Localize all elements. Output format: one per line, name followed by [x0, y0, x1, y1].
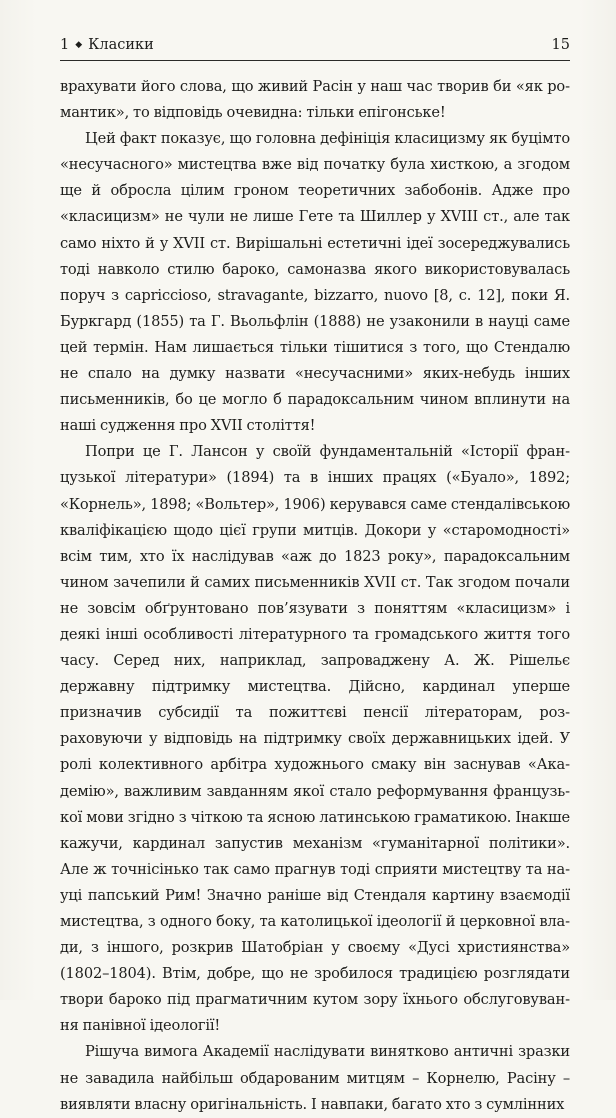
diamond-separator-icon: ◆	[75, 40, 83, 50]
chapter-heading	[60, 36, 154, 54]
chapter-title: Класики	[88, 37, 154, 53]
paragraph: Цей факт показує, що головна дефініція класицизму як буцімто «несучасного» мистецтва вже від початку була хисткою, а згодом ще й обросла цілим гроном теоретичних забобонів. Адже про «класицизм» не чули не лише Гете та Шиллер у XVIII ст., але так само ніхто й у XVII ст. Вирішальні естетичні ідеї зосереджувались тоді навколо стилю бароко, самоназва якого використовувалась поруч з capriccioso, stravagante, bizzarro, nuovo [8, с. 12], поки Я. Буркгард (1855) та Г. Вьольфлін (1888) не узаконили в науці саме цей термін. Нам лишається тільки тішитися з того, що Стендалю не спало на думку назвати «несучасними» яких-небудь інших письменників, бо це могло б парадоксальним чином вплинути на наші судження про XVII століття!	[60, 130, 570, 435]
paragraph: Рішуча вимога Академії наслідувати винятково античні зразки не завадила найбільш обдарованим митцям – Корнелю, Расіну – виявляти власну оригінальність. І навпаки, багато хто з сумлінних	[60, 1043, 570, 1113]
header-rule	[60, 60, 570, 61]
page-number: 15	[551, 37, 570, 53]
paragraph: Попри це Г. Лансон у своїй фундаментальній «Історії французької літератури» (1894) та в інших працях («Буало», 1892; «Корнель», 1898; «Вольтер», 1906) керувався саме стендалівською кваліфікацією щодо цієї групи митців. Докори у «старомодності» всім тим, хто їх наслідував «аж до 1823 року», парадоксальним чином зачепили й самих письменників XVII ст. Так згодом почали не зовсім обґрунтовано пов’язувати з поняттям «класицизм» і деякі інші особливості літературного та громадського життя того часу. Серед них, наприклад, запроваджену А. Ж. Рішельє державну підтримку мистецтва. Дійсно, кардинал уперше призначив субсидії та пожиттєві пенсії літераторам, розраховуючи у відповідь на підтримку своїх державницьких ідей. У ролі колективного арбітра художнього смаку він заснував «Академію», важливим завданням якої стало реформування французької мови згідно з чіткою та ясною латинською граматикою. Інакше кажучи, кардинал запустив механізм «гуманітарної політики». Але ж точнісінько так само прагнув тоді сприяти мистецтву та науці папський Рим! Значно раніше від Стендаля картину взаємодії мистецтва, з одного боку, та католицької ідеології й церковної влади, з іншого, розкрив Шатобріан у своєму «Дусі християнства» (1802–1804). Втім, добре, що не зробилося традицією розглядати твори бароко під прагматичним кутом зору їхнього обслуговування панівної ідеології!	[60, 443, 570, 1035]
running-head	[60, 36, 570, 58]
body-text	[60, 74, 570, 1118]
chapter-number: 1	[60, 37, 70, 53]
paragraph-continued: врахувати його слова, що живий Расін у наш час творив би «як романтик», то відповідь очевидна: тільки епігонське!	[60, 78, 570, 122]
